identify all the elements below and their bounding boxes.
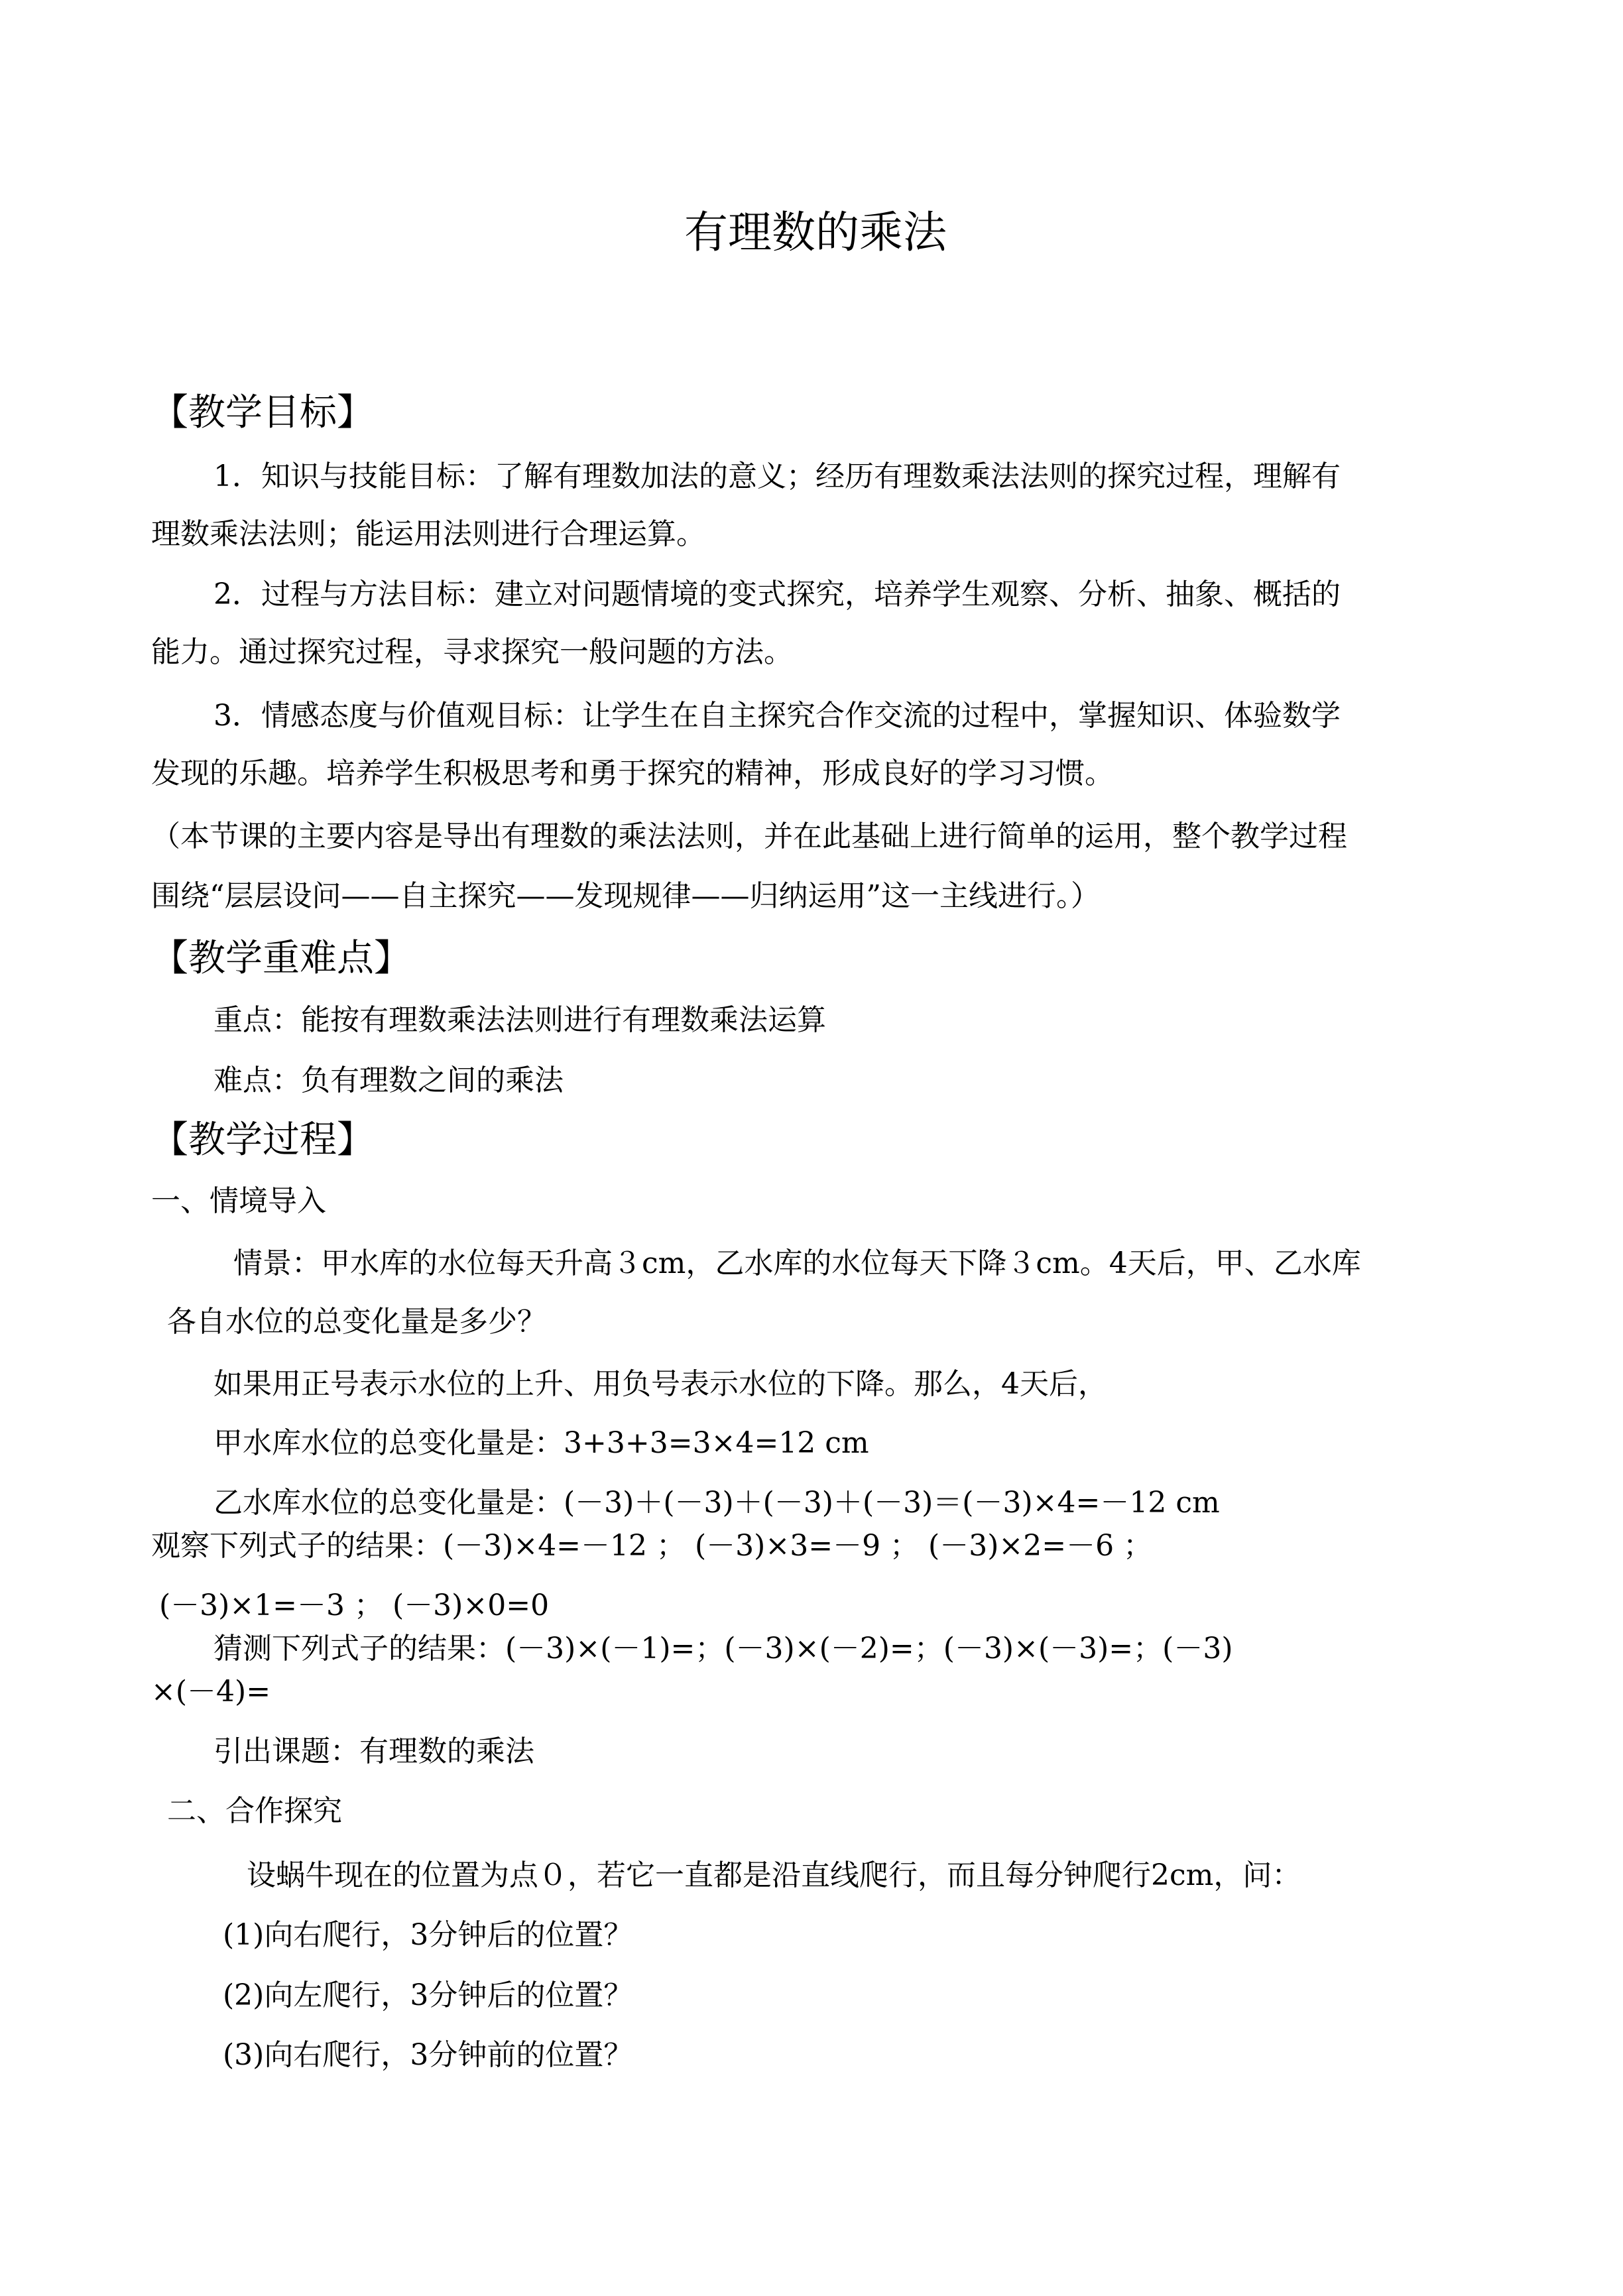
observe-line-2: (－3)×1=－3 ； (－3)×0=0 xyxy=(159,1589,550,1622)
difficulty-point: 难点：负有理数之间的乘法 xyxy=(213,1063,564,1097)
key-point: 重点：能按有理数乘法法则进行有理数乘法运算 xyxy=(213,1003,826,1037)
section-1-title: 一、情境导入 xyxy=(151,1184,326,1218)
section-2-title: 二、合作探究 xyxy=(167,1794,342,1828)
objective-2-line-1: 2．过程与方法目标：建立对问题情境的变式探究，培养学生观察、分析、抽象、概括的 xyxy=(213,577,1341,611)
observe-line-1: 观察下列式子的结果：(－3)×4=－12 ； (－3)×3=－9 ； (－3)×2=－6 ； xyxy=(151,1529,1153,1563)
question-1: (1)向右爬行，3分钟后的位置？ xyxy=(223,1918,633,1952)
key-points-heading: 【教学重难点】 xyxy=(151,937,411,980)
lesson-note-line-1: （本节课的主要内容是导出有理数的乘法法则，并在此基础上进行简单的运用，整个教学过程 xyxy=(151,819,1347,853)
objective-2-line-2: 能力。通过探究过程，寻求探究一般问题的方法。 xyxy=(151,635,793,669)
objective-3-line-1: 3．情感态度与价值观目标：让学生在自主探究合作交流的过程中，掌握知识、体验数学 xyxy=(213,699,1341,733)
question-2: (2)向左爬行，3分钟后的位置？ xyxy=(223,1978,633,2012)
paragraph-reservoir-b: 乙水库水位的总变化量是：(－3)＋(－3)＋(－3)＋(－3)＝(－3)×4=－12 cm xyxy=(213,1486,1220,1520)
objectives-heading: 【教学目标】 xyxy=(151,391,374,434)
guess-line-2: ×(－4)= xyxy=(151,1675,271,1709)
scenario-line-2: 各自水位的总变化量是多少？ xyxy=(167,1305,546,1339)
lesson-note-line-2: 围绕“层层设问——自主探究——发现规律——归纳运用”这一主线进行。） xyxy=(151,879,1100,913)
page-title: 有理数的乘法 xyxy=(684,207,947,258)
guess-line-1: 猜测下列式子的结果：(－3)×(－1)=；(－3)×(－2)=；(－3)×(－3)=；(－3) xyxy=(213,1632,1233,1665)
paragraph-sign-convention: 如果用正号表示水位的上升、用负号表示水位的下降。那么，4天后， xyxy=(213,1367,1107,1401)
paragraph-reservoir-a: 甲水库水位的总变化量是：3+3+3=3×4=12 cm xyxy=(213,1426,869,1460)
topic-introduction: 引出课题：有理数的乘法 xyxy=(213,1734,534,1768)
question-3: (3)向右爬行，3分钟前的位置？ xyxy=(223,2038,633,2072)
snail-setup: 设蜗牛现在的位置为点０，若它一直都是沿直线爬行，而且每分钟爬行2cm，问： xyxy=(247,1858,1301,1892)
objective-3-line-2: 发现的乐趣。培养学生积极思考和勇于探究的精神，形成良好的学习习惯。 xyxy=(151,756,1114,790)
objective-1-line-1: 1．知识与技能目标：了解有理数加法的意义；经历有理数乘法法则的探究过程，理解有 xyxy=(213,459,1341,493)
objective-1-line-2: 理数乘法法则；能运用法则进行合理运算。 xyxy=(151,517,705,551)
scenario-line-1: 情景：甲水库的水位每天升高３cm，乙水库的水位每天下降３cm。4天后，甲、乙水库 xyxy=(233,1246,1361,1280)
process-heading: 【教学过程】 xyxy=(151,1118,374,1162)
